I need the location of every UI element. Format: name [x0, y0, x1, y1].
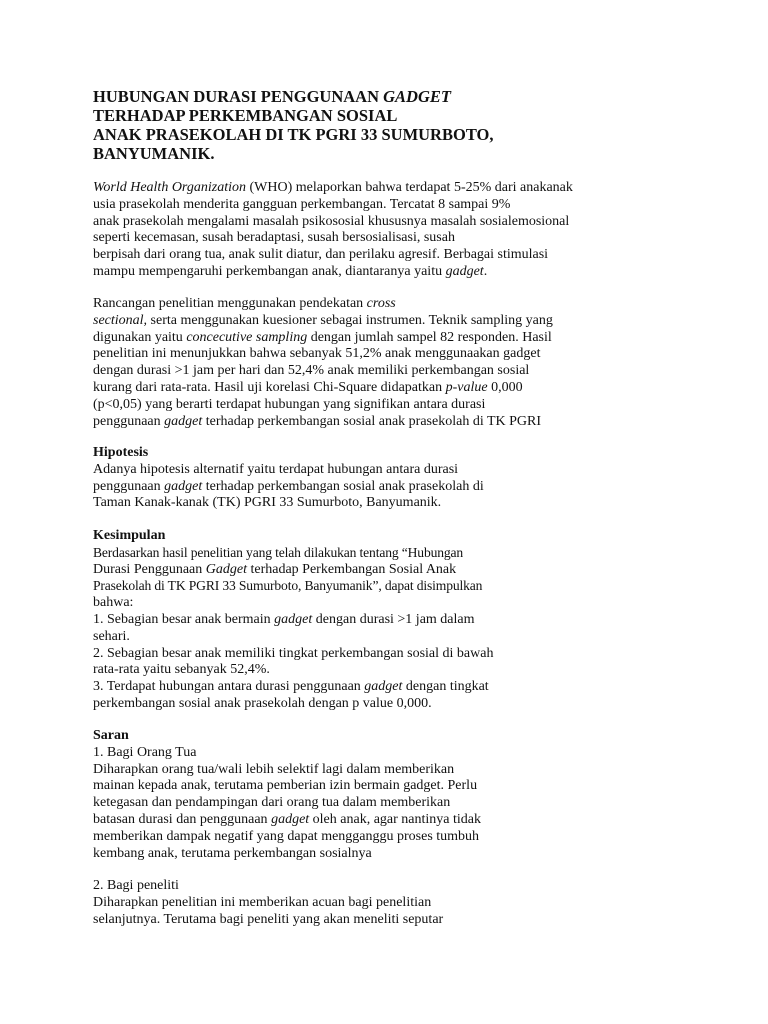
list-item: 3. Terdapat hubungan antara durasi penggunaan gadget dengan tingkat [93, 679, 489, 695]
title-line-3: ANAK PRASEKOLAH DI TK PGRI 33 SUMURBOTO, [93, 125, 494, 144]
saran-heading: Saran [93, 728, 129, 743]
text-line: anak prasekolah mengalami masalah psikososial khususnya masalah sosialemosional [93, 213, 570, 229]
text-line: berpisah dari orang tua, anak sulit diatur, dan perilaku agresif. Berbagai stimulasi [93, 247, 549, 263]
text-line: penggunaan gadget terhadap perkembangan sosial anak prasekolah di [93, 478, 484, 494]
hipotesis-section [93, 445, 673, 512]
text-line: sehari. [93, 628, 130, 644]
text-line: selanjutnya. Terutama bagi peneliti yang akan meneliti seputar [93, 911, 444, 927]
text-line: penggunaan gadget terhadap perkembangan sosial anak prasekolah di TK PGRI [93, 413, 542, 429]
title-line-4: BANYUMANIK. [93, 144, 215, 163]
list-item: 1. Sebagian besar anak bermain gadget dengan durasi >1 jam dalam [93, 611, 475, 627]
saran-subheading-orang-tua: 1. Bagi Orang Tua [93, 744, 197, 760]
kesimpulan-section [93, 528, 673, 713]
saran-section [93, 728, 673, 862]
text-line: ketegasan dan pendampingan dari orang tua dalam memberikan [93, 795, 451, 811]
intro-paragraph [93, 180, 673, 281]
text-line: World Health Organization (WHO) melaporkan bahwa terdapat 5-25% dari anakanak [93, 180, 573, 195]
text-line: penelitian ini menunjukkan bahwa sebanyak 51,2% anak menggunaakan gadget [93, 346, 541, 362]
saran-subheading-peneliti: 2. Bagi peneliti [93, 878, 179, 893]
title-line-2: TERHADAP PERKEMBANGAN SOSIAL [93, 106, 398, 125]
text-line: sectional, serta menggunakan kuesioner sebagai instrumen. Teknik sampling yang [93, 312, 553, 328]
hipotesis-heading: Hipotesis [93, 445, 149, 460]
text-line: batasan durasi dan penggunaan gadget oleh anak, agar nantinya tidak [93, 811, 481, 827]
saran-peneliti-section [93, 878, 673, 928]
text-line: bahwa: [93, 595, 134, 611]
text-line: dengan durasi >1 jam per hari dan 52,4% anak memiliki perkembangan sosial [93, 363, 530, 379]
text-line: kembang anak, terutama perkembangan sosialnya [93, 845, 372, 861]
text-line: Durasi Penggunaan Gadget terhadap Perkembangan Sosial Anak [93, 561, 457, 577]
text-line: (p<0,05) yang berarti terdapat hubungan yang signifikan antara durasi [93, 396, 486, 412]
text-line: kurang dari rata-rata. Hasil uji korelasi Chi-Square didapatkan p-value 0,000 [93, 379, 523, 395]
text-line: Berdasarkan hasil penelitian yang telah dilakukan tentang “Hubungan [93, 544, 464, 560]
text-line: Adanya hipotesis alternatif yaitu terdapat hubungan antara durasi [93, 461, 459, 477]
text-line: rata-rata yaitu sebanyak 52,4%. [93, 662, 270, 678]
text-line: mampu mempengaruhi perkembangan anak, diantaranya yaitu gadget. [93, 263, 488, 279]
text-line: digunakan yaitu concecutive sampling dengan jumlah sampel 82 responden. Hasil [93, 329, 552, 345]
document-title [93, 87, 653, 163]
title-line-1: HUBUNGAN DURASI PENGGUNAAN GADGET [93, 87, 451, 106]
text-line: Taman Kanak-kanak (TK) PGRI 33 Sumurboto, Banyumanik. [93, 495, 442, 511]
text-line: seperti kecemasan, susah beradaptasi, susah bersosialisasi, susah [93, 230, 455, 246]
text-line: Prasekolah di TK PGRI 33 Sumurboto, Banyumanik”, dapat disimpulkan [93, 578, 483, 594]
text-line: Rancangan penelitian menggunakan pendekatan cross [93, 296, 396, 311]
text-line: perkembangan sosial anak prasekolah dengan p value 0,000. [93, 695, 432, 711]
text-line: Diharapkan orang tua/wali lebih selektif lagi dalam memberikan [93, 761, 455, 777]
text-line: Diharapkan penelitian ini memberikan acuan bagi penelitian [93, 894, 432, 910]
text-line: usia prasekolah menderita gangguan perkembangan. Tercatat 8 sampai 9% [93, 196, 511, 212]
text-line: mainan kepada anak, terutama pemberian izin bermain gadget. Perlu [93, 778, 478, 794]
kesimpulan-heading: Kesimpulan [93, 528, 166, 543]
method-paragraph [93, 296, 673, 430]
list-item: 2. Sebagian besar anak memiliki tingkat perkembangan sosial di bawah [93, 645, 494, 661]
title-gadget-italic: GADGET [383, 87, 451, 106]
text-line: memberikan dampak negatif yang dapat mengganggu proses tumbuh [93, 828, 480, 844]
